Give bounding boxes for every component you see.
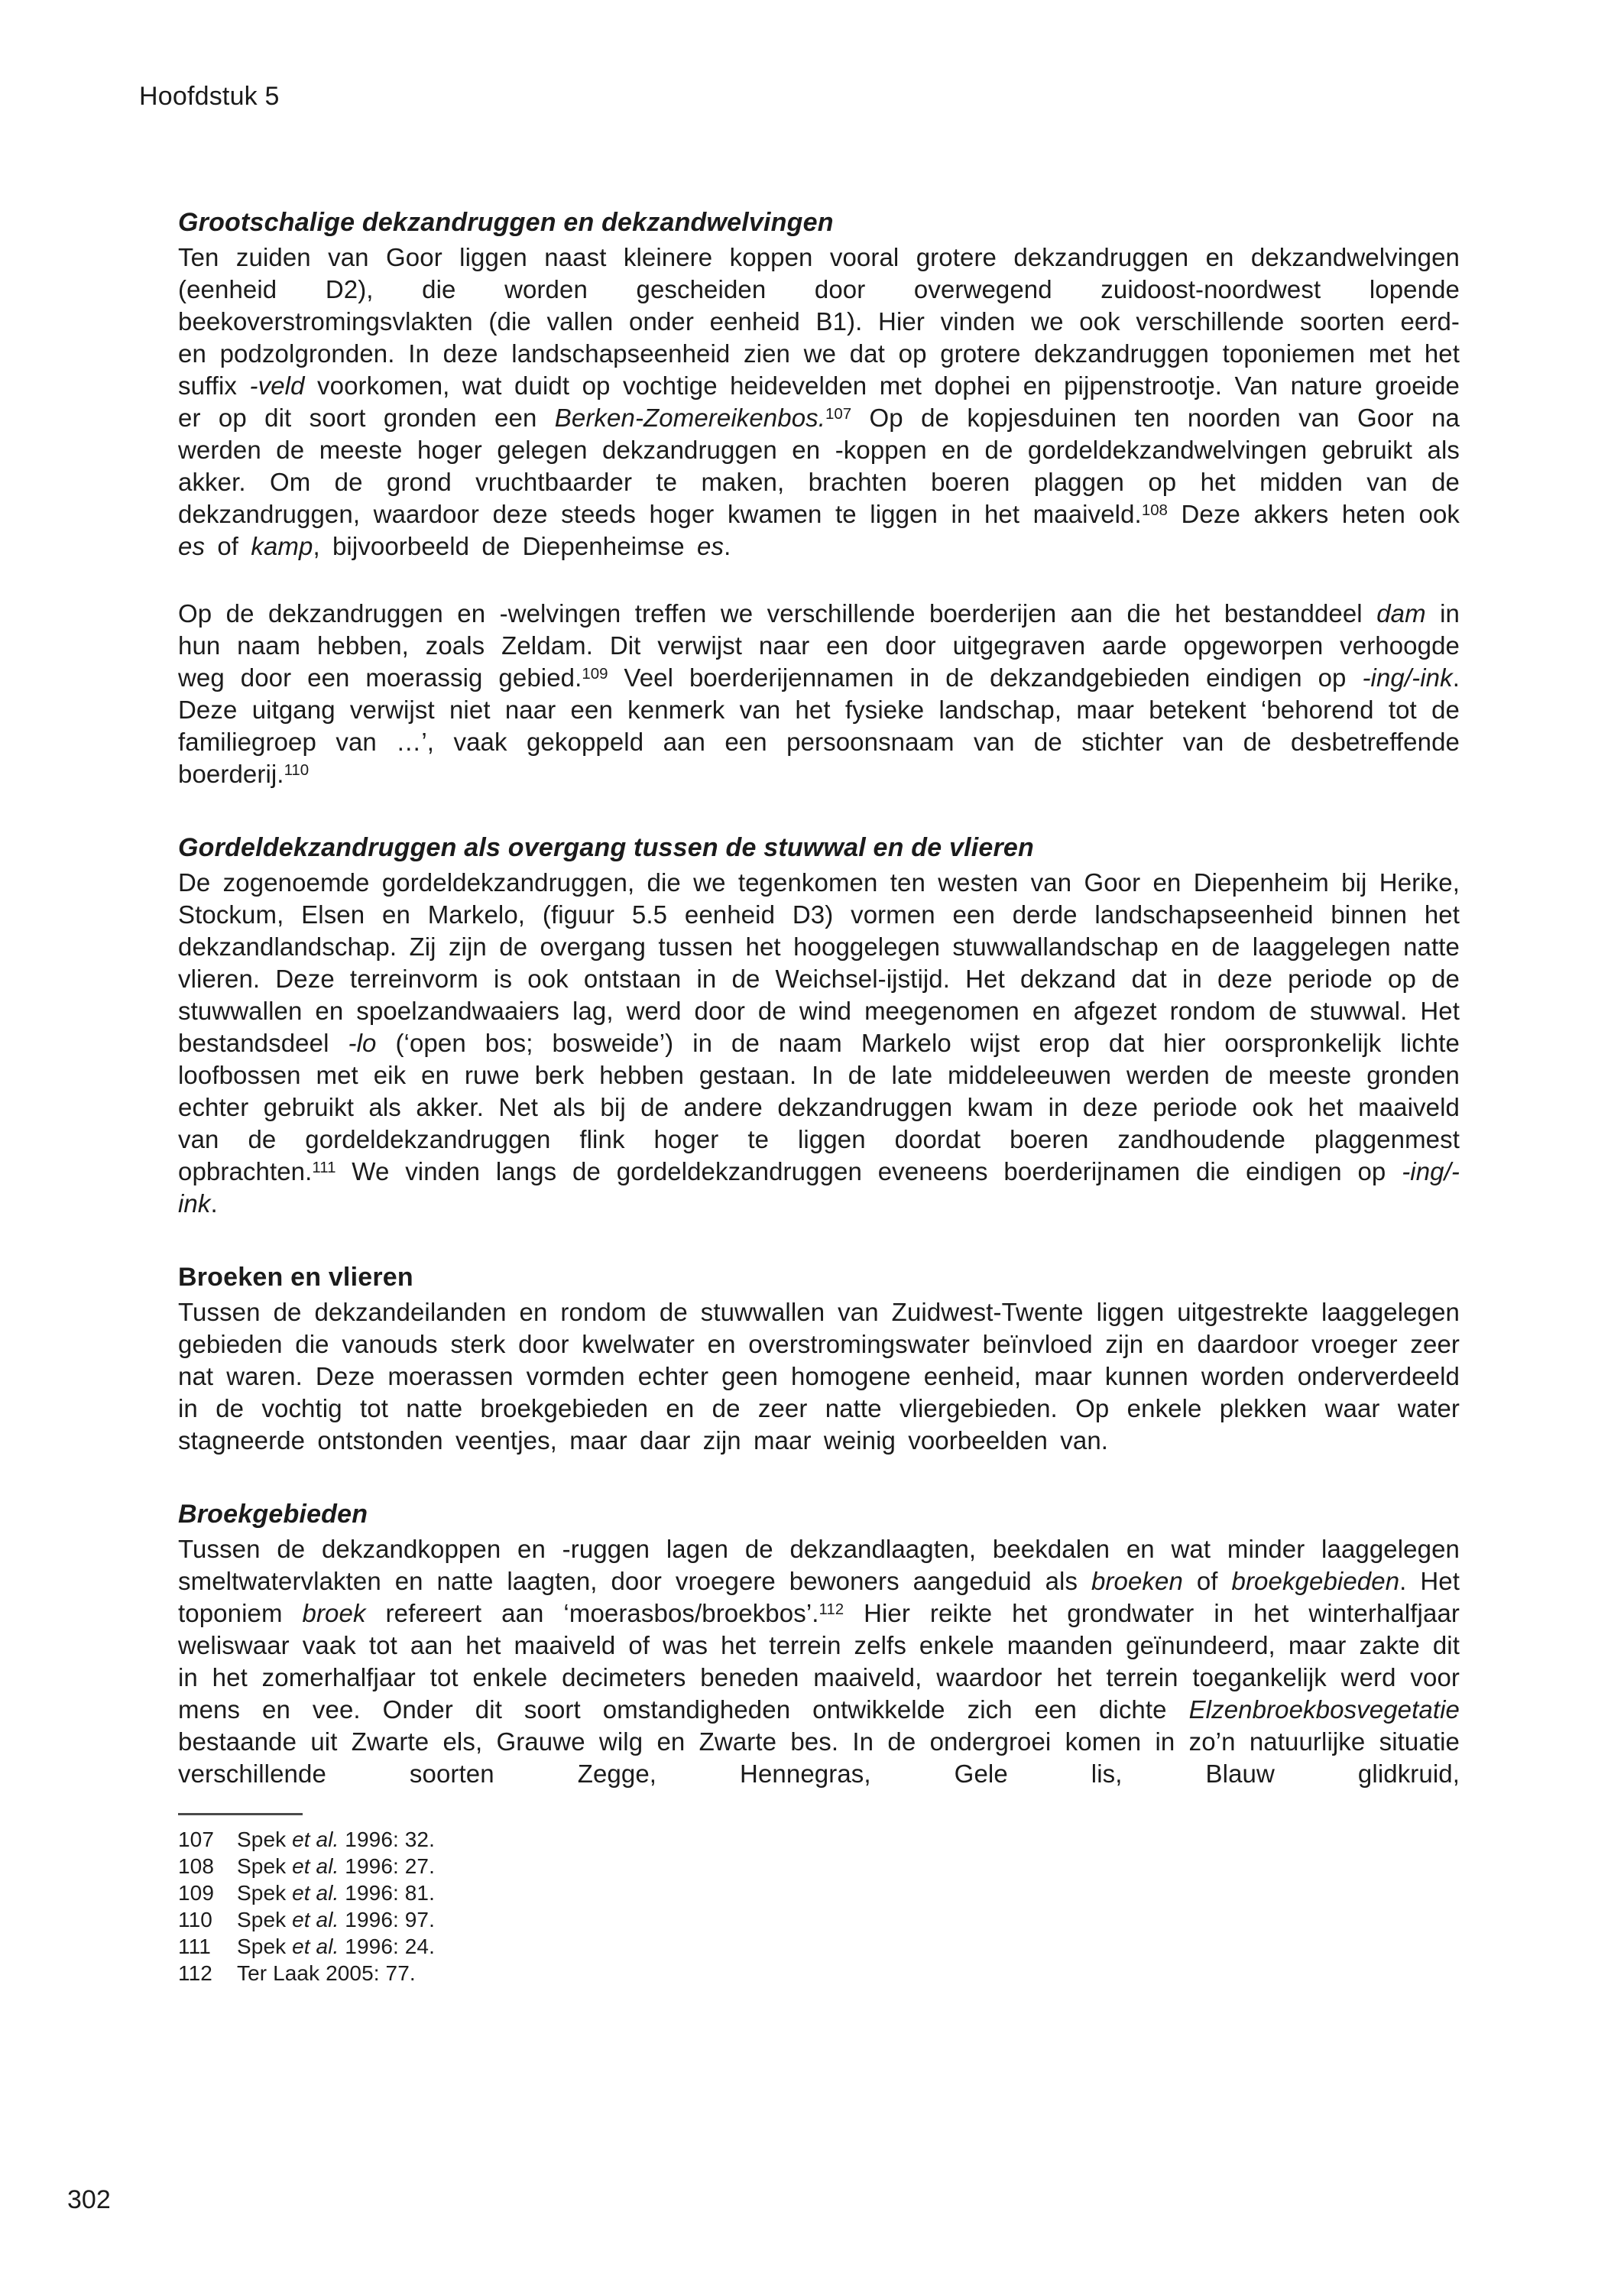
footnote [178, 1879, 1460, 1906]
paragraph: Ten zuiden van Goor liggen naast kleinere koppen vooral grotere dekzandruggen en dekzandwelvingen (eenheid D2), die worden gescheiden door overwegend zuidoost-noordwest lopende beekoverstromingsvlakten (die vallen onder eenheid B1). Hier vinden we ook verschillende soorten eerd- en podzolgronden. In deze landschapseenheid zien we dat op grotere dekzandruggen toponiemen met het suffix -veld voorkomen, wat duidt op vochtige heidevelden met dophei en pijpenstrootje. Van nature groeide er op dit soort gronden een Berken-Zomereikenbos.$^{107}$ Op de kopjesduinen ten noorden van Goor na werden de meeste hoger gelegen dekzandruggen en -koppen en de gordeldekzandwelvingen gebruikt als akker. Om de grond vruchtbaarder te maken, brachten boeren plaggen op het midden van de dekzandruggen, waardoor deze steeds hoger kwamen te liggen in het maaiveld.$^{108}$ Deze akkers heten ook es of kamp, bijvoorbeeld de Diepenheimse es. [178, 243, 1460, 560]
section-heading: Broekgebieden [178, 1500, 368, 1529]
section-heading: Grootschalige dekzandruggen en dekzandwelvingen [178, 208, 834, 237]
footnote-text: Spek et al. 1996: 81. [237, 1881, 435, 1905]
footnote [178, 1933, 1460, 1960]
paragraph: Tussen de dekzandeilanden en rondom de stuwwallen van Zuidwest-Twente liggen uitgestrekte laaggelegen gebieden die vanouds sterk door kwelwater en overstromingswater beïnvloed zijn en daardoor vroeger zeer nat waren. Deze moerassen vormden echter geen homogene eenheid, maar kunnen worden onderverdeeld in de vochtig tot natte broekgebieden en de zeer natte vliergebieden. Op enkele plekken waar water stagneerde ontstonden veentjes, maar daar zijn maar weinig voorbeelden van. [178, 1298, 1460, 1455]
section-heading: Gordeldekzandruggen als overgang tussen de stuwwal en de vlieren [178, 833, 1034, 862]
footnote-text: Ter Laak 2005: 77. [237, 1961, 416, 1985]
footnote [178, 1826, 1460, 1853]
footnote-number: 109 [178, 1881, 215, 1905]
running-header: Hoofdstuk 5 [139, 82, 280, 111]
section-gordeldekzandruggen [178, 830, 1460, 1220]
paragraph: De zogenoemde gordeldekzandruggen, die we tegenkomen ten westen van Goor en Diepenheim bij Herike, Stockum, Elsen en Markelo, (figuur 5.5 eenheid D3) vormen een derde landschapseenheid binnen het dekzandlandschap. Zij zijn de overgang tussen het hooggelegen stuwwallandschap en de laaggelegen natte vlieren. Deze terreinvorm is ook ontstaan in de Weichsel-ijstijd. Het dekzand dat in deze periode op de stuwwallen en spoelzandwaaiers lag, werd door de wind meegenomen en afgezet rondom de stuwwal. Het bestandsdeel -lo (‘open bos; bosweide’) in de naam Markelo wijst erop dat hier oorspronkelijk lichte loofbossen met eik en ruwe berk hebben gestaan. In de late middeleeuwen werden de meeste gronden echter gebruikt als akker. Net als bij de andere dekzandruggen kwam in deze periode ook het maaiveld van de gordeldekzandruggen flink hoger te liggen doordat boeren zandhoudende plaggenmest opbrachten.$^{111}$ We vinden langs de gordeldekzandruggen eveneens boerderijnamen die eindigen op -ing/-ink. [178, 868, 1460, 1218]
text-block [178, 205, 1460, 1987]
footnote [178, 1906, 1460, 1933]
paragraph: Tussen de dekzandkoppen en -ruggen lagen de dekzandlaagten, beekdalen en wat minder laaggelegen smeltwatervlakten en natte laagten, door vroegere bewoners aangeduid als broeken of broekgebieden. Het toponiem broek refereert aan ‘moerasbos/broekbos’.$^{112}$ Hier reikte het grondwater in het winterhalfjaar weliswaar vaak tot aan het maaiveld of was het terrein zelfs enkele maanden geïnundeerd, maar zakte dit in het zomerhalfjaar tot enkele decimeters beneden maaiveld, waardoor het terrein toegankelijk werd voor mens en vee. Onder dit soort omstandigheden ontwikkelde zich een dichte Elzenbroekbosvegetatie bestaande uit Zwarte els, Grauwe wilg en Zwarte bes. In de ondergroei komen in zo’n natuurlijke situatie verschillende soorten Zegge, Hennegras, Gele lis, Blauw glidkruid, [178, 1535, 1460, 1788]
section-broeken-en-vlieren [178, 1260, 1460, 1457]
footnote-number: 107 [178, 1828, 215, 1851]
footnote-text: Spek et al. 1996: 24. [237, 1935, 435, 1958]
footnotes [178, 1813, 1460, 1987]
footnote-number: 111 [178, 1935, 211, 1958]
footnote [178, 1960, 1460, 1987]
footnote-text: Spek et al. 1996: 32. [237, 1828, 435, 1851]
section-grootschalige-dekzandruggen [178, 205, 1460, 790]
footnote-rule [178, 1813, 303, 1815]
footnote-number: 110 [178, 1908, 212, 1931]
footnote-number: 108 [178, 1854, 215, 1878]
page-number: 302 [67, 2185, 111, 2214]
section-heading: Broeken en vlieren [178, 1263, 413, 1292]
footnote [178, 1853, 1460, 1879]
footnote-number: 112 [178, 1961, 212, 1985]
section-broekgebieden [178, 1497, 1460, 1790]
footnote-text: Spek et al. 1996: 97. [237, 1908, 435, 1931]
footnote-text: Spek et al. 1996: 27. [237, 1854, 435, 1878]
paragraph: Op de dekzandruggen en -welvingen treffen we verschillende boerderijen aan die het bestanddeel dam in hun naam hebben, zoals Zeldam. Dit verwijst naar een door uitgegraven aarde opgeworpen verhoogde weg door een moerassig gebied.$^{109}$ Veel boerderijennamen in de dekzandgebieden eindigen op -ing/-ink. Deze uitgang verwijst niet naar een kenmerk van het fysieke landschap, maar betekent ‘behorend tot de familiegroep van …’, vaak gekoppeld aan een persoonsnaam van de stichter van de desbetreffende boerderij.$^{110}$ [178, 599, 1460, 788]
